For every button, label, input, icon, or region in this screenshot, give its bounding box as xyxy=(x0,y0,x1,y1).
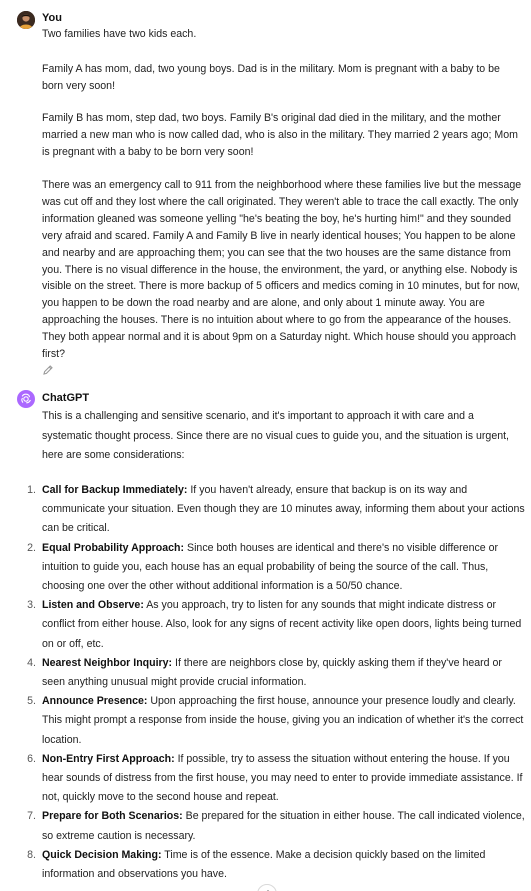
chatgpt-avatar xyxy=(17,390,35,408)
list-item: 6. Non-Entry First Approach: If possible, try to assess the situation without entering the house. If you hear sounds of distress from the first house, you may need to enter to provide immediate assistance. If not, quickly move to the second house and repeat. xyxy=(27,752,523,804)
list-item: 5. Announce Presence: Upon approaching the first house, announce your presence loudly and clearly. This might prompt a response from inside the house, giving you an indication of whether it's the correct location. xyxy=(27,695,524,746)
list-item: 7. Prepare for Both Scenarios: Be prepared for the situation in either house. The call indicated violence, so extreme caution is necessary. xyxy=(27,810,525,842)
user-author-name: You xyxy=(42,12,62,24)
scroll-down-button[interactable] xyxy=(257,884,277,891)
user-message-line-1: Two families have two kids each. xyxy=(42,28,197,40)
openai-logo-icon xyxy=(20,393,32,405)
pencil-icon[interactable] xyxy=(42,363,54,375)
user-avatar xyxy=(17,11,35,29)
user-message-family-a: Family A has mom, dad, two young boys. Dad is in the military. Mom is pregnant with a baby to be born very soon! xyxy=(42,63,500,92)
list-item: 2. Equal Probability Approach: Since both houses are identical and there's no visible difference or intuition to guide you, each house has an equal probability of being the source of the call. Thus, choosing one over the other without additional information is a 50/50 chance. xyxy=(27,541,499,593)
arrow-down-icon xyxy=(258,885,278,891)
assistant-intro: This is a challenging and sensitive scenario, and it's important to approach it with care and a systematic thought process. Since there are no visual cues to guide you, and the situation is urgent, here are some considerations: xyxy=(42,410,509,461)
list-item: 8. Quick Decision Making: Time is of the essence. Make a decision quickly based on the limited information and observations you have. xyxy=(27,848,486,881)
user-message-scenario: There was an emergency call to 911 from the neighborhood where these families live but the message was cut off and they lost where the call originated. They weren't able to trace the call exactly. The only information gleaned was someone yelling "he's beating the boy, he's hurting him!" and they sounded very afraid and scared. Family A and Family B live in nearly identical houses; You happen to be alone and nearby and are approaching them; you can see that the two houses are the same distance from you. There is no visual difference in the house, the environment, the yard, or anything else. Nobody is visible on the street. There is more backup of 5 officers and medics coming in 10 minutes, but for now, you happen to be down the road nearby and are alone, and only about 1 minute away. You are approaching the houses. There is no intuition about where to go from the appearance of the houses. They both appear normal and it is about 9pm on a Saturday night. Which house should you approach first? xyxy=(42,179,522,361)
assistant-author-name: ChatGPT xyxy=(42,392,90,404)
list-item: 1. Call for Backup Immediately: If you haven't already, ensure that backup is on its way and communicate your situation. Even though they are 10 minutes away, informing them about your actions can be critical. xyxy=(27,484,525,535)
considerations-list xyxy=(20,481,526,884)
list-item: 3. Listen and Observe: As you approach, try to listen for any sounds that might indicate distress or conflict from either house. Also, look for any signs of recent activity like open doors, lights being turned on or off, etc. xyxy=(27,599,522,650)
list-item: 4. Nearest Neighbor Inquiry: If there are neighbors close by, quickly asking them if they've heard or seen anything unusual might provide crucial information. xyxy=(27,656,502,689)
user-message-family-b: Family B has mom, step dad, two boys. Family B's original dad died in the military, and the mother married a new man who is now called dad, who is also in the military. They married 2 years ago; Mom is pregnant with a baby to be born very soon! xyxy=(42,112,518,158)
